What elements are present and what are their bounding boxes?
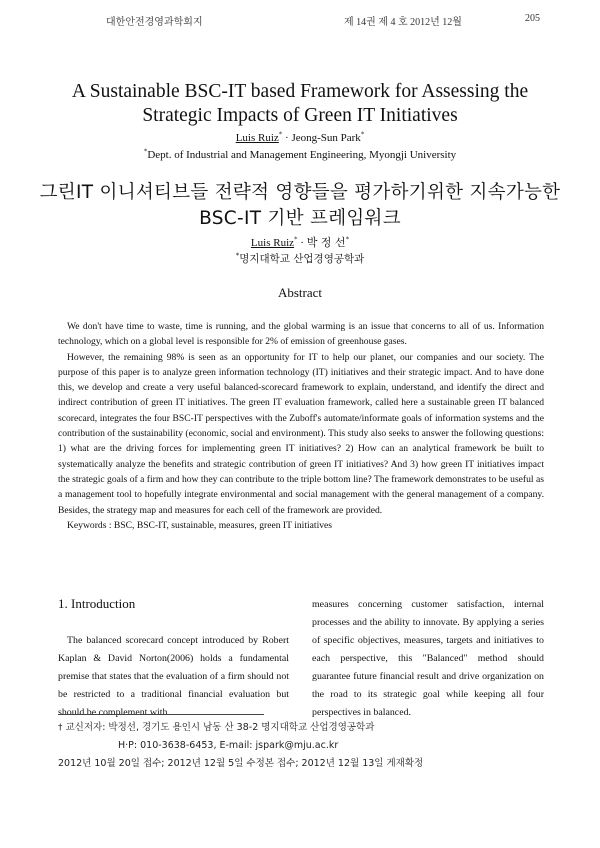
author-mark: *: [278, 130, 283, 139]
title-line-2: Strategic Impacts of Green IT Initiatives: [142, 105, 458, 126]
footnote-divider: [58, 714, 264, 715]
paper-title-korean: [0, 180, 600, 232]
page-number: 205: [525, 13, 540, 24]
title-ko-line-1: 그린IT 이니셔티브들 전략적 영향들을 평가하기위한 지속가능한: [39, 182, 561, 203]
paper-title-english: [0, 80, 600, 128]
affiliation-english: [0, 149, 600, 161]
authors-korean: [0, 234, 600, 250]
author-name: Jeong-Sun Park: [291, 132, 361, 144]
affiliation-mark: *: [143, 147, 148, 156]
section-heading: 1. Introduction: [58, 596, 136, 611]
abstract-heading: Abstract: [277, 285, 323, 300]
affiliation-korean: [0, 251, 600, 266]
dagger-mark: †: [58, 723, 63, 733]
title-ko-line-2: BSC-IT 기반 프레임워크: [199, 208, 401, 229]
author-separator: ·: [297, 237, 307, 249]
keywords: Keywords : BSC, BSC-IT, sustainable, measures, green IT initiatives: [67, 519, 333, 531]
body-paragraph: measures concerning customer satisfaction, internal processes and the ability to innovate. By applying a series of specific objectives, measures, targets and initiatives to each perspective, this "Balanced" method should guarantee future financial result and drive organization on the road to its strategic goal while keeping all four perspectives in balanced.: [312, 599, 544, 718]
author-separator: ·: [282, 132, 292, 144]
footnote-line: [58, 719, 548, 737]
author-name: 박 정 선: [306, 236, 346, 249]
author-name: Luis Ruiz: [235, 132, 279, 144]
affiliation-text: 명지대학교 산업경영공학과: [239, 253, 365, 265]
abstract-paragraph: We don't have time to waste, time is running, and the global warming is an issue that concerns to all of us. Information technology, which on a global level is responsible for 2% of emission of greenhouse gases.: [58, 321, 544, 348]
corresponding-author: 교신저자: 박정선, 경기도 용인시 남동 산 38-2 명지대학교 산업경영공학과: [65, 722, 375, 733]
authors-english: [0, 132, 600, 144]
footnote: [58, 719, 548, 773]
author-mark: *: [360, 130, 365, 139]
author-mark: *: [345, 235, 350, 244]
abstract-body: [58, 319, 544, 533]
footnote-dates: 2012년 10월 20일 접수; 2012년 12월 5일 수정본 접수; 2012년 12월 13일 게재확정: [58, 758, 424, 769]
abstract-paragraph: However, the remaining 98% is seen as an opportunity for IT to help our planet, our companies and our society. The purpose of this paper is to analyze green information technology (IT) initiatives and their strategic impact. And to have done this, we develop and create a very useful balanced-scorecard framework to explain, understand, and identify the direct and indirect contribution of green IT initiatives. The green IT evaluation framework, called here a sustainable green IT balanced scorecard, integrates the four BSC-IT perspectives with the Zuboff's automate/informate goals of information systems and the contribution of the sustainability (economic, social and environment). This study also seeks to answer the following questions: 1) what are the driving forces for implementing green IT initiatives? 2) How can an analytical framework be built to systematically analyze the benefits and strategic contribution of green IT initiatives? And 3) how green IT initiatives impact the strategic goals of a firm and how they can contribute to the triple bottom line? The framework demonstrates to be useful as a management tool to hopefully integrate environmental and social management with the general management of a company. Besides, the strategy map and measures for each cell of the framework are provided.: [58, 351, 544, 516]
author-name: Luis Ruiz: [250, 237, 295, 249]
author-mark: *: [294, 235, 298, 244]
affiliation-text: Dept. of Industrial and Management Engineering, Myongji University: [147, 149, 457, 161]
body-paragraph: The balanced scorecard concept introduced by Robert Kaplan & David Norton(2006) holds a fundamental premise that states that the evaluation of a firm should not be restricted to a traditional financial evaluation but should be complement with: [58, 635, 289, 718]
journal-name: 대한안전경영과학회지: [106, 17, 203, 28]
issue-info: 제 14권 제 4 호 2012년 12월: [344, 17, 462, 28]
right-column: [312, 596, 544, 722]
footnote-contact: H·P: 010-3638-6453, E-mail: jspark@mju.ac.kr: [118, 740, 339, 751]
left-column: [58, 596, 289, 722]
title-line-1: A Sustainable BSC-IT based Framework for Assessing the: [71, 81, 529, 102]
page-header: [0, 0, 600, 28]
affiliation-mark: *: [235, 251, 240, 260]
